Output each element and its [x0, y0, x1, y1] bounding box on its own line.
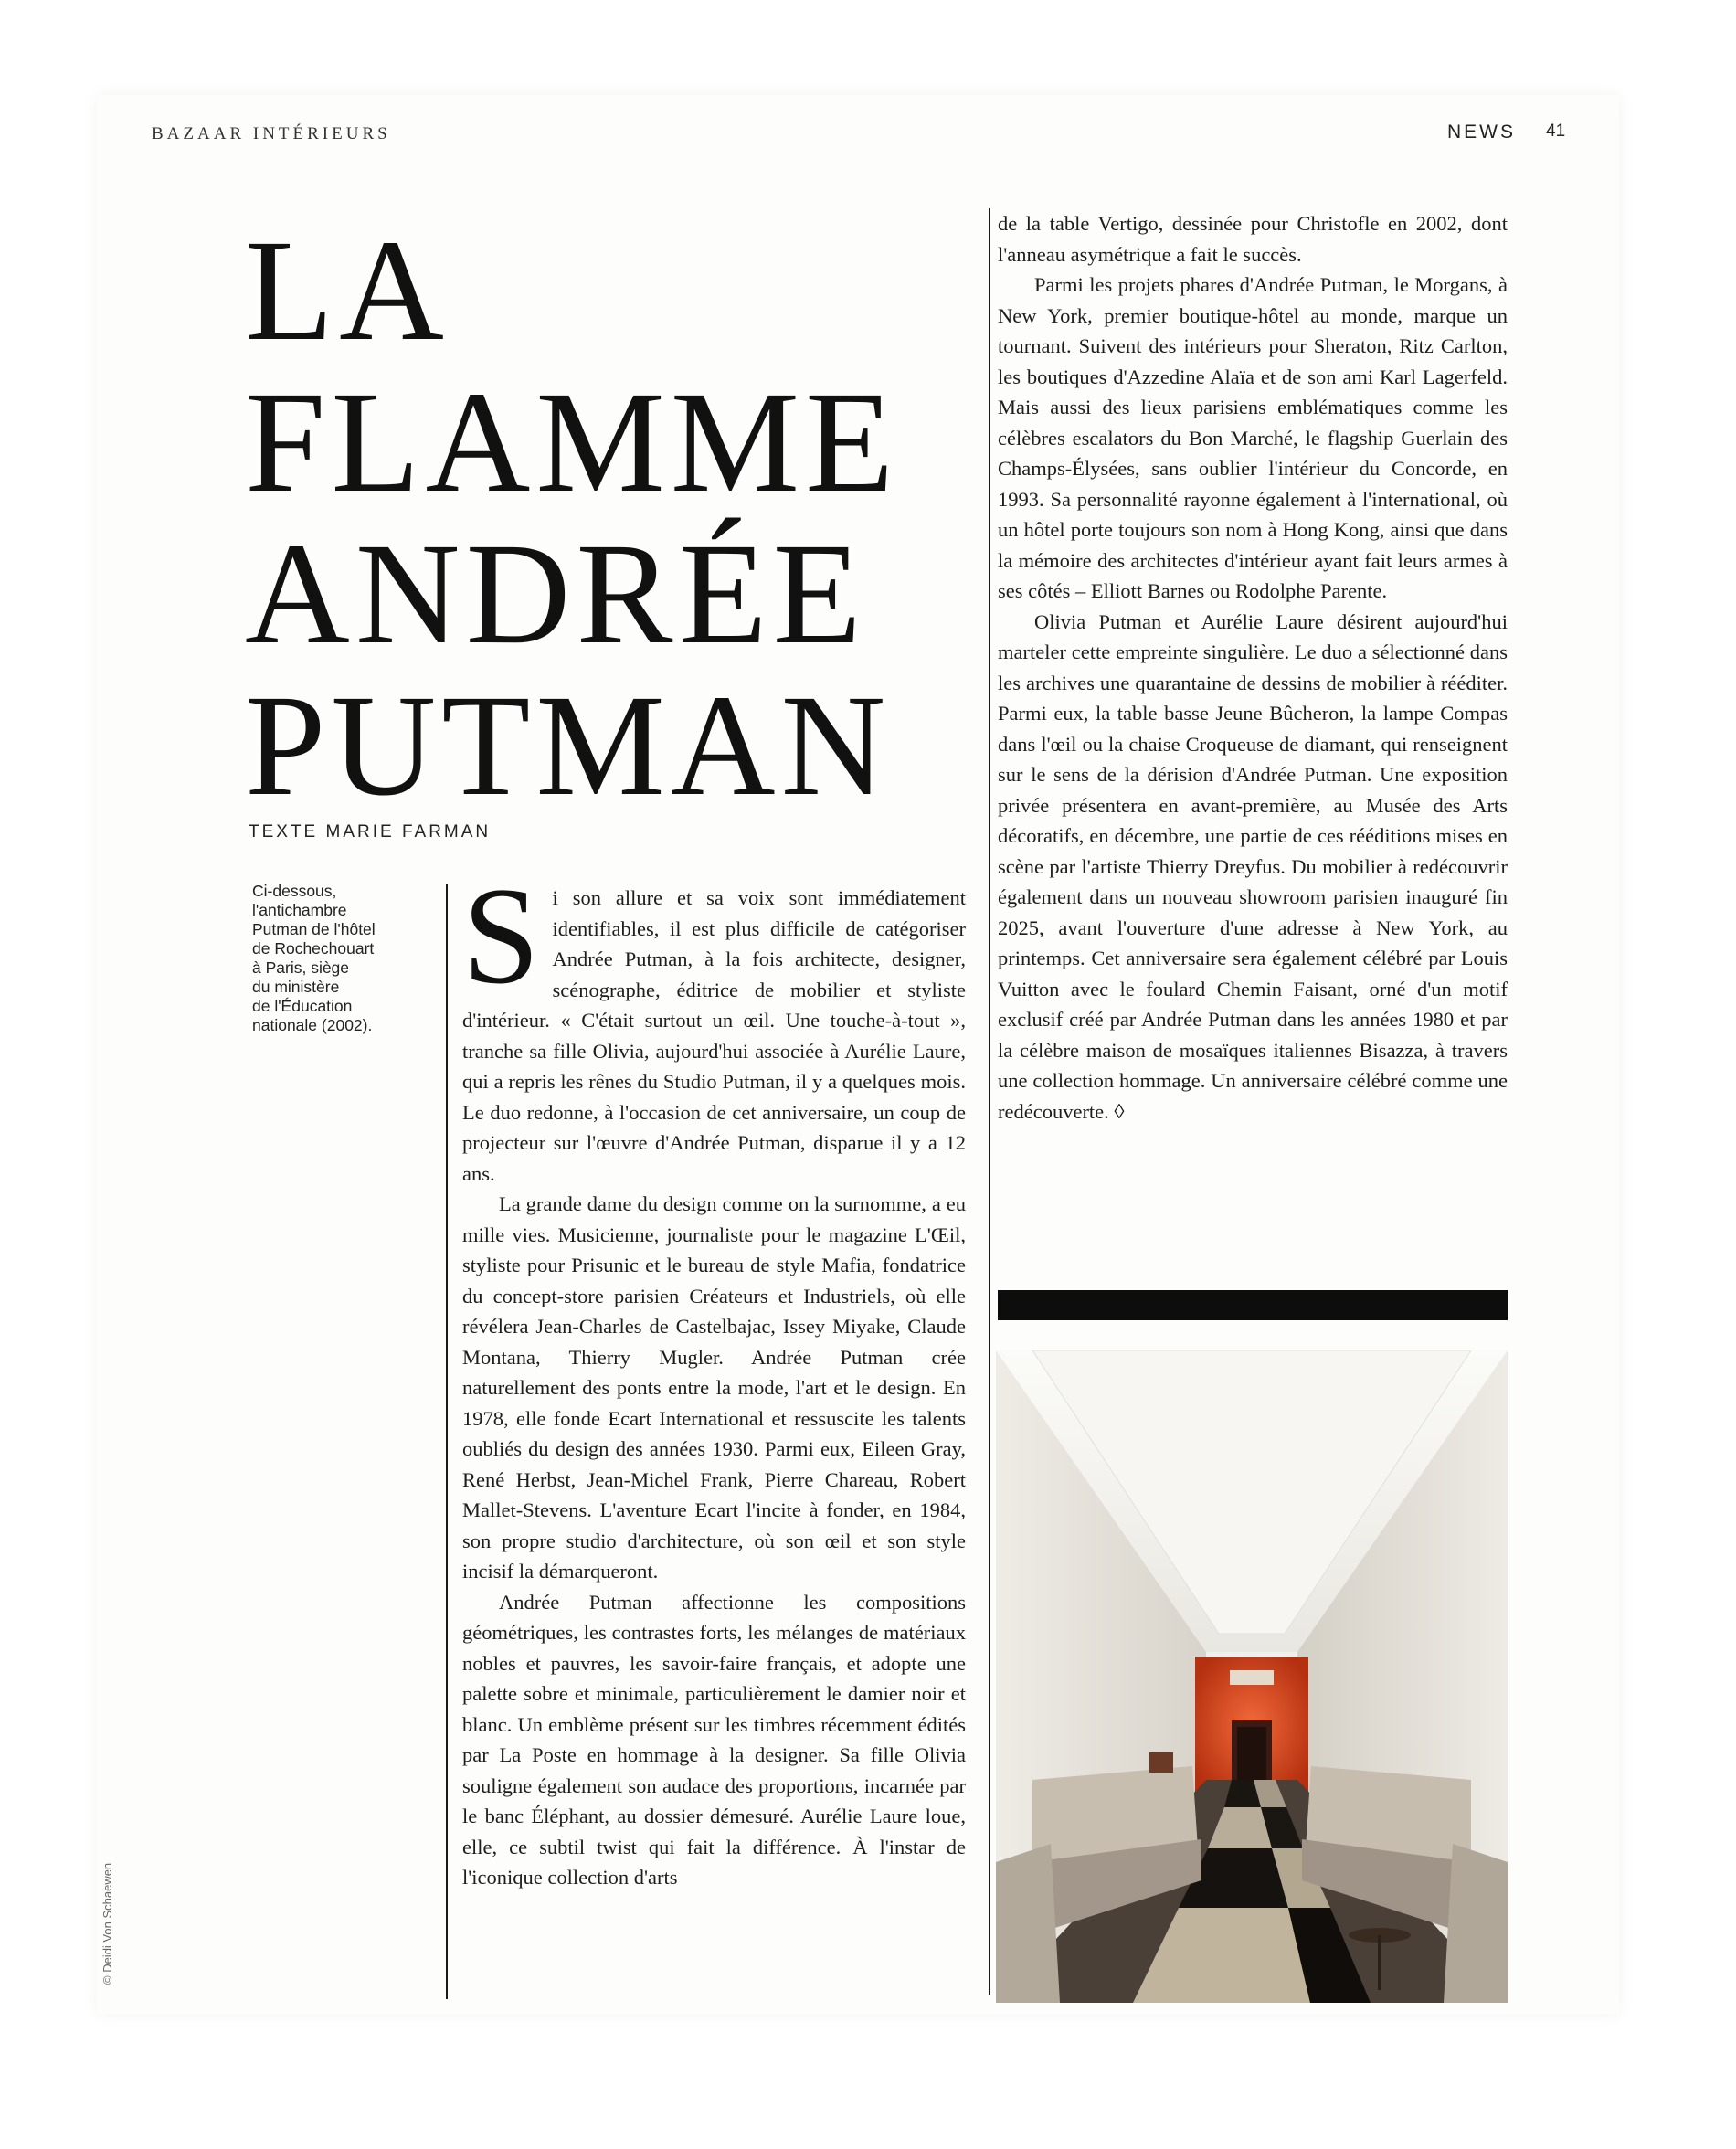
article-paragraph: Olivia Putman et Aurélie Laure désirent aujourd'hui marteler cette empreinte singulière. Le duo a sélectionné dans les archives une quarantaine de dessins de mobilier à rééditer. Parmi eux, la table basse Jeune Bûcheron, la lampe Compas dans l'œil ou la chaise Croqueuse de diamant, qui renseignent sur le sens de la dérision d'Andrée Putman. Une exposition privée présentera en avant-première, au Musée des Arts décoratifs, en décembre, une partie de ces rééditions mises en scène par l'artiste Thierry Dreyfus. Du mobilier à redécouvrir également dans un nouveau showroom parisien inauguré fin 2025, avant l'ouverture d'une adresse à New York, au printemps. Cet anniversaire sera également célébré par Louis Vuitton avec le foulard Chemin Faisant, orné d'un motif exclusif créé par Andrée Putman dans les années 1980 et par la célèbre maison de mosaïques italiennes Bisazza, à travers une collection hommage. Un anniversaire célébré comme une redécouverte. ◊ [998, 609, 1508, 1123]
headline-line: PUTMAN [245, 665, 892, 826]
headline-line: FLAMME [245, 362, 900, 523]
article-paragraph: Parmi les projets phares d'Andrée Putman, le Morgans, à New York, premier boutique-hôtel au monde, marque un tournant. Suivent des intérieurs pour Sheraton, Ritz Carlton, les boutiques d'Azzedine Alaïa et de son ami Karl Lagerfeld. Mais aussi des lieux parisiens emblématiques comme les célèbres escalators du Bon Marché, le flagship Guerlain des Champs-Élysées, sans oublier l'intérieur du Concorde, en 1993. Sa personnalité rayonne également à l'international, où un hôtel porte toujours son nom à Hong Kong, ainsi que dans la mémoire des architectes d'intérieur ayant fait leurs armes à ses côtés – Elliott Barnes ou Rodolphe Parente. [998, 273, 1508, 602]
section-label: NEWS [1447, 122, 1516, 143]
article-paragraph: Andrée Putman affectionne les compositions géométriques, les contrastes forts, les mélanges de matériaux nobles et pauvres, les savoir-faire français, et adopte une palette sobre et minimale, particulièrement le damier noir et blanc. Un emblème présent sur les timbres récemment édités par La Poste en hommage à la designer. Sa fille Olivia souligne également son audace des proportions, incarnée par le banc Éléphant, au dossier démesuré. Aurélie Laure loue, elle, ce subtil twist qui fait la différence. À l'instar de l'iconique collection d'arts [462, 1590, 966, 1889]
running-head: BAZAAR INTÉRIEURS [152, 124, 391, 143]
photo-credit: © Deidi Von Schaewen [101, 1862, 114, 1985]
article-paragraph [462, 859, 966, 1189]
photo-caption [252, 882, 408, 1035]
caption-line: de l'Éducation [252, 997, 353, 1015]
caption-line: à Paris, siège [252, 958, 350, 977]
caption-line: l'antichambre [252, 901, 347, 919]
article-paragraph: La grande dame du design comme on la surnomme, a eu mille vies. Musicienne, journaliste pour le magazine L'Œil, styliste pour Prisunic et le bureau de style Mafia, fondatrice du concept-store parisien Créateurs et Industriels, où elle révélera Jean-Charles de Castelbajac, Issey Miyake, Claude Montana, Thierry Mugler. Andrée Putman crée naturellement des ponts entre la mode, l'art et le design. En 1978, elle fonde Ecart International et ressuscite les talents oubliés du design des années 1930. Parmi eux, Eileen Gray, René Herbst, Jean-Michel Frank, Pierre Chareau, Robert Mallet-Stevens. L'aventure Ecart l'incite à fonder, en 1984, son propre studio d'architecture, où son œil et son style incisif la démarqueront. [462, 1192, 966, 1583]
drop-cap: S [462, 859, 540, 1012]
caption-line: nationale (2002). [252, 1016, 373, 1034]
black-divider-bar [998, 1290, 1508, 1320]
article-column-1 [462, 859, 966, 1893]
headline-line: ANDRÉE [245, 513, 867, 674]
byline: TEXTE MARIE FARMAN [249, 822, 492, 842]
page-number: 41 [1546, 122, 1566, 141]
article-paragraph: de la table Vertigo, dessinée pour Christofle en 2002, dont l'anneau asymétrique a fait le succès. [998, 212, 1508, 266]
headline [245, 210, 921, 826]
caption-line: de Rochechouart [252, 939, 375, 958]
article-column-2 [998, 208, 1508, 1127]
column-rule-left [446, 884, 448, 1999]
headline-line: LA [245, 210, 450, 371]
interior-photo [996, 1350, 1508, 2003]
caption-line: du ministère [252, 978, 340, 996]
paragraph-text: i son allure et sa voix sont immédiatement identifiables, il est plus difficile de catégoriser Andrée Putman, à la fois architecte, designer, scénographe, éditrice de mobilier et styliste d'intérieur. « C'était surtout un œil. Une touche-à-tout », tranche sa fille Olivia, aujourd'hui associée à Aurélie Laure, qui a repris les rênes du Studio Putman, il y a quelques mois. Le duo redonne, à l'occasion de cet anniversaire, un coup de projecteur sur l'œuvre d'Andrée Putman, disparue il y a 12 ans. [462, 886, 966, 1185]
column-rule-right [989, 208, 990, 1995]
caption-line: Ci-dessous, [252, 882, 337, 900]
caption-line: Putman de l'hôtel [252, 920, 376, 938]
